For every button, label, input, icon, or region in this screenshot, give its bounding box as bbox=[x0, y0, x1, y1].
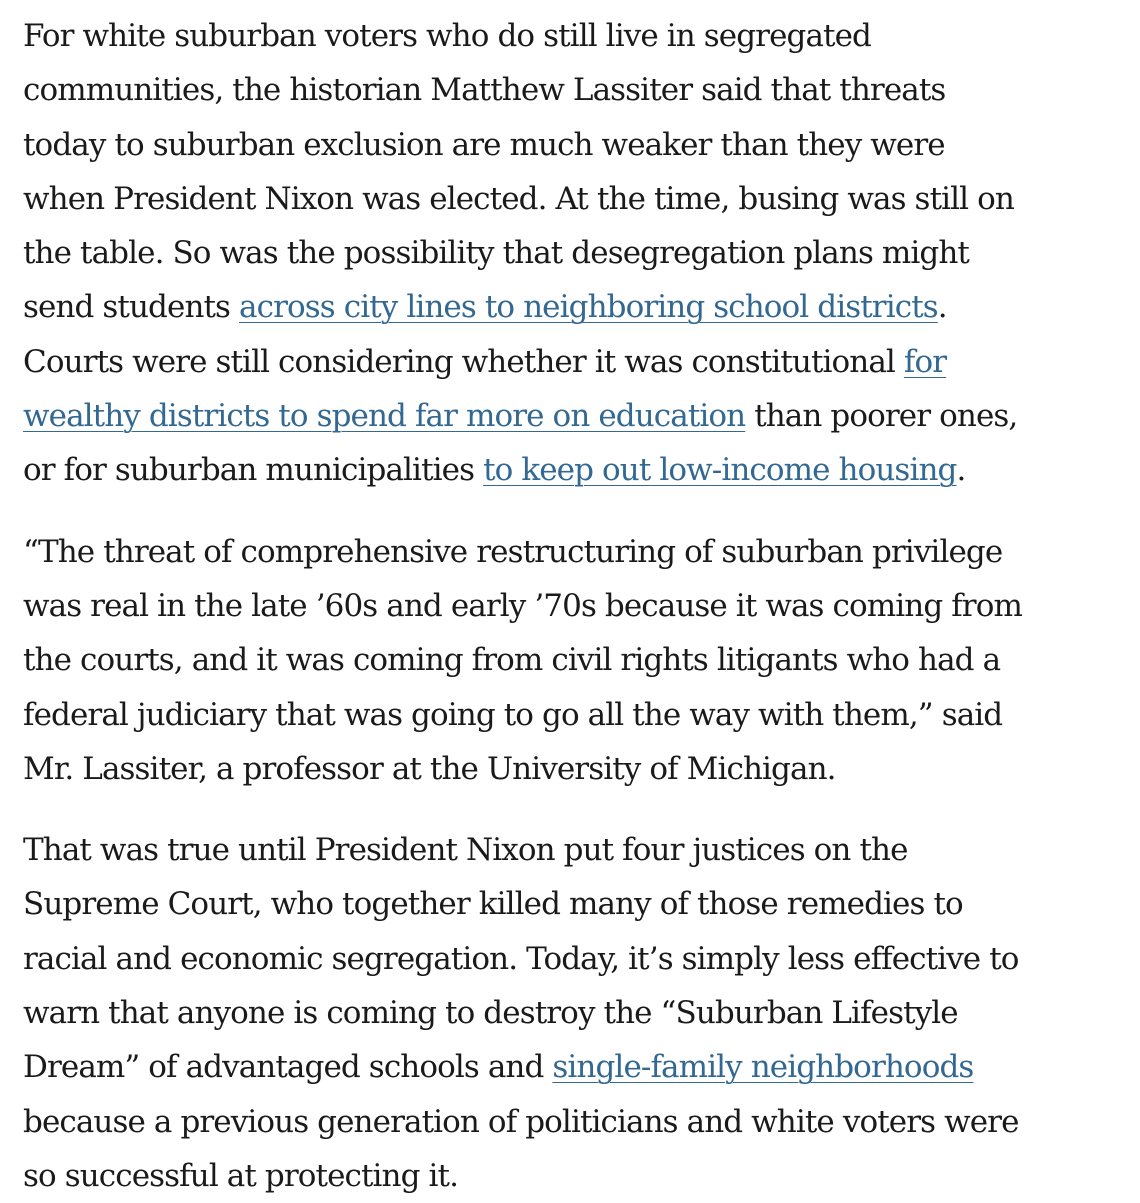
text-line: the courts, and it was coming from civil rights litigants who had a bbox=[23, 642, 1001, 679]
text-line: Mr. Lassiter, a professor at the University of Michigan. bbox=[23, 750, 836, 787]
text-segment: or for suburban municipalities bbox=[23, 452, 484, 489]
text-line: was real in the late ’60s and early ’70s because it was coming from bbox=[23, 587, 1022, 624]
paragraph-3 bbox=[23, 823, 1118, 1203]
text-line: today to suburban exclusion are much weaker than they were bbox=[23, 126, 945, 163]
link-across-city-lines[interactable]: across city lines to neighboring school districts bbox=[239, 289, 938, 326]
text-line: so successful at protecting it. bbox=[23, 1157, 459, 1194]
text-segment: than poorer ones, bbox=[745, 398, 1018, 435]
text-line: That was true until President Nixon put four justices on the bbox=[23, 832, 908, 869]
text-segment: . bbox=[937, 289, 947, 326]
text-line bbox=[23, 335, 1118, 389]
text-line: “The threat of comprehensive restructuring of suburban privilege bbox=[23, 533, 1003, 570]
text-line: warn that anyone is coming to destroy the “Suburban Lifestyle bbox=[23, 995, 958, 1032]
text-line: racial and economic segregation. Today, it’s simply less effective to bbox=[23, 940, 1019, 977]
text-segment: Courts were still considering whether it was constitutional bbox=[23, 343, 904, 380]
text-segment: Dream” of advantaged schools and bbox=[23, 1049, 553, 1086]
text-line bbox=[23, 443, 1118, 497]
text-line: communities, the historian Matthew Lassiter said that threats bbox=[23, 72, 946, 109]
article-body bbox=[23, 9, 1118, 1203]
link-wealthy-districts-part-1[interactable]: for bbox=[903, 343, 947, 380]
paragraph-2 bbox=[23, 525, 1118, 796]
paragraph-1 bbox=[23, 9, 1118, 498]
link-wealthy-districts-part-2[interactable]: wealthy districts to spend far more on education bbox=[23, 398, 746, 435]
text-line: federal judiciary that was going to go all the way with them,” said bbox=[23, 696, 1003, 733]
text-segment: send students bbox=[23, 289, 240, 326]
text-line: when President Nixon was elected. At the time, busing was still on bbox=[23, 180, 1014, 217]
text-line bbox=[23, 280, 1118, 334]
text-line bbox=[23, 389, 1118, 443]
text-line: Supreme Court, who together killed many of those remedies to bbox=[23, 886, 963, 923]
text-line: For white suburban voters who do still live in segregated bbox=[23, 18, 871, 54]
text-line: because a previous generation of politicians and white voters were bbox=[23, 1103, 1019, 1140]
link-low-income-housing[interactable]: to keep out low-income housing bbox=[483, 452, 957, 489]
link-single-family-neighborhoods[interactable]: single-family neighborhoods bbox=[552, 1049, 974, 1086]
text-line bbox=[23, 1040, 1118, 1094]
text-line: the table. So was the possibility that desegregation plans might bbox=[23, 235, 969, 272]
text-segment: . bbox=[956, 452, 966, 489]
